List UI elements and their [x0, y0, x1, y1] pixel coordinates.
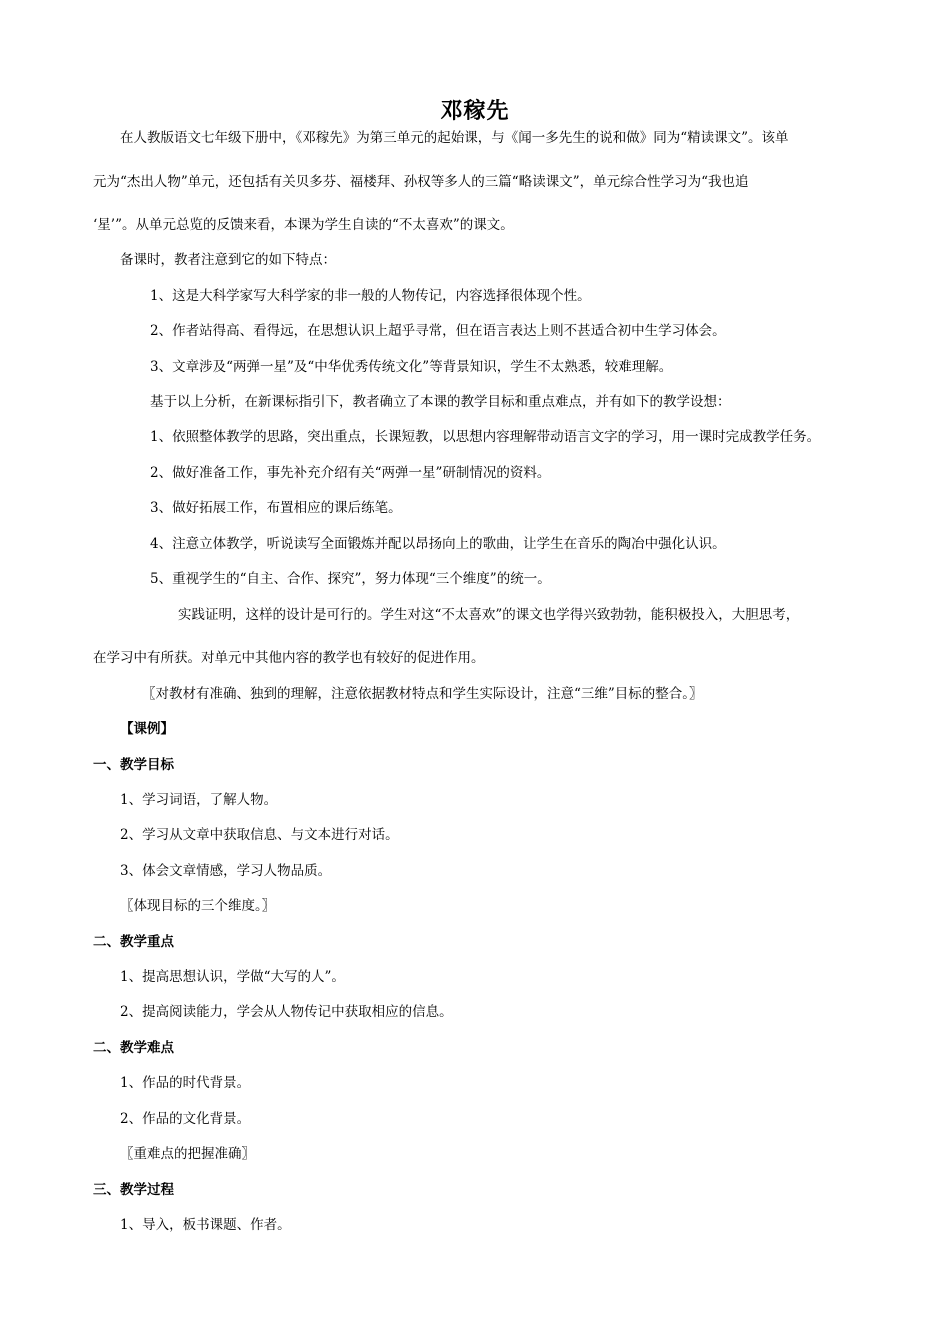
feature-item-2: 2、作者站得高、看得远，在思想认识上超乎寻常，但在语言表达上则不甚适合初中生学习体会。 [150, 323, 726, 339]
goal-item-3: 3、体会文章情感，学习人物品质。 [120, 863, 332, 879]
design-item-1: 1、依照整体教学的思路，突出重点，长课短教，以思想内容理解带动语言文字的学习，用一课时完成教学任务。 [150, 429, 821, 445]
design-item-2: 2、做好准备工作，事先补充介绍有关“两弹一星”研制情况的资料。 [150, 465, 551, 481]
key-point-item-1: 1、提高思想认识，学做“大写的人”。 [120, 969, 345, 985]
goals-comment: 〖体现目标的三个维度。〗 [120, 898, 276, 914]
process-heading: 三、教学过程 [93, 1182, 174, 1198]
intro-line-2: 元为“杰出人物”单元，还包括有关贝多芬、福楼拜、孙权等多人的三篇“略读课文”，单元综合性学习为“我也追 [93, 174, 749, 190]
difficulty-item-1: 1、作品的时代背景。 [120, 1075, 251, 1091]
key-points-heading: 二、教学重点 [93, 934, 174, 950]
difficulty-item-2: 2、作品的文化背景。 [120, 1111, 251, 1127]
process-item-1: 1、导入，板书课题、作者。 [120, 1217, 291, 1233]
goal-item-2: 2、学习从文章中获取信息、与文本进行对话。 [120, 827, 399, 843]
design-item-4: 4、注意立体教学，听说读写全面锻炼并配以昂扬向上的歌曲，让学生在音乐的陶冶中强化认识。 [150, 536, 726, 552]
design-item-5: 5、重视学生的“自主、合作、探究”，努力体现“三个维度”的统一。 [150, 571, 551, 587]
lesson-heading: 【课例】 [120, 721, 174, 737]
intro-line-3: ‘星’”。从单元总览的反馈来看，本课为学生自读的“不太喜欢”的课文。 [93, 217, 514, 233]
key-point-item-2: 2、提高阅读能力，学会从人物传记中获取相应的信息。 [120, 1004, 453, 1020]
goals-heading: 一、教学目标 [93, 757, 174, 773]
feature-item-1: 1、这是大科学家写大科学家的非一般的人物传记，内容选择很体现个性。 [150, 288, 591, 304]
feature-item-3: 3、文章涉及“两弹一星”及“中华优秀传统文化”等背景知识，学生不太熟悉，较难理解。 [150, 359, 673, 375]
goal-item-1: 1、学习词语，了解人物。 [120, 792, 278, 808]
document-title: 邓稼先 [440, 99, 510, 124]
features-lead: 备课时，教者注意到它的如下特点： [120, 252, 336, 268]
intro-line-1: 在人教版语文七年级下册中，《邓稼先》为第三单元的起始课，与《闻一多先生的说和做》同为“精读课文”。该单 [120, 130, 789, 146]
difficulties-heading: 二、教学难点 [93, 1040, 174, 1056]
practice-line-2: 在学习中有所获。对单元中其他内容的教学也有较好的促进作用。 [93, 650, 485, 666]
practice-line-1: 实践证明，这样的设计是可行的。学生对这“不太喜欢”的课文也学得兴致勃勃，能积极投入，大胆思考， [178, 607, 800, 623]
design-item-3: 3、做好拓展工作，布置相应的课后练笔。 [150, 500, 402, 516]
difficulties-comment: 〖重难点的把握准确〗 [120, 1146, 255, 1162]
design-lead: 基于以上分析，在新课标指引下，教者确立了本课的教学目标和重点难点，并有如下的教学设想： [150, 394, 731, 410]
comment-1: 〖对教材有准确、独到的理解，注意依据教材特点和学生实际设计，注意“三维”目标的整合。〗 [142, 686, 703, 702]
